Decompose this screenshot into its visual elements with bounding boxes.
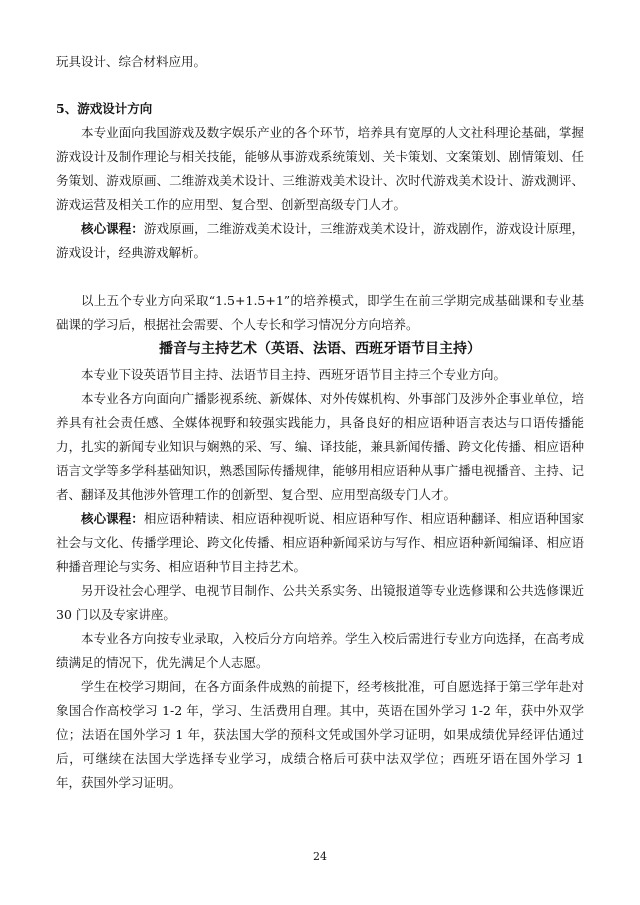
broadcast-directions: 本专业下设英语节目主持、法语节目主持、西班牙语节目主持三个专业方向。 <box>81 367 507 382</box>
core-courses-label: 核心课程： <box>81 221 144 236</box>
continuation-text: 玩具设计、综合材料应用。 <box>56 54 207 69</box>
broadcast-admission: 本专业各方向按专业录取，入校后分方向培养。学生入校后需进行专业方向选择，在高考成绩满足的情况下，优先满足个人志愿。 <box>56 631 584 670</box>
core-courses-text: 游戏原画，二维游戏美术设计，三维游戏美术设计，游戏剧作，游戏设计原理，游戏设计，经典游戏解析。 <box>56 221 584 260</box>
broadcast-study-abroad: 学生在校学习期间，在各方面条件成熟的前提下，经考核批准，可自愿选择于第三学年赴对象国合作高校学习 1-2 年，学习、生活费用自理。其中，英语在国外学习 1-2 年，获中外双学位；法语在国外学习 1 年，获法国大学的预科文凭或国外学习证明，如果成绩优异经评估通过后，可继续在法国大学选择专业学习，成绩合格后可获中法双学位；西班牙语在国外学习 1 年，获国外学习证明。 <box>56 679 584 790</box>
broadcast-core-courses <box>56 507 584 579</box>
core-courses-text: 相应语种精读、相应语种视听说、相应语种写作、相应语种翻译、相应语种国家社会与文化、传播学理论、跨文化传播、相应语种新闻采访与写作、相应语种新闻编译、相应语种播音理论与实务、相应语种节目主持艺术。 <box>56 511 584 574</box>
broadcast-section-title: 播音与主持艺术（英语、法语、西班牙语节目主持） <box>159 341 481 357</box>
page-number: 24 <box>313 850 327 863</box>
game-design-intro: 本专业面向我国游戏及数字娱乐产业的各个环节，培养具有宽厚的人文社科理论基础，掌握游戏设计及制作理论与相关技能，能够从事游戏系统策划、关卡策划、文案策划、剧情策划、任务策划、游戏原画、二维游戏美术设计、三维游戏美术设计、次时代游戏美术设计、游戏测评、游戏运营及相关工作的应用型、复合型、创新型高级专门人才。 <box>56 125 584 212</box>
broadcast-intro: 本专业各方向面向广播影视系统、新媒体、对外传媒机构、外事部门及涉外企事业单位，培养具有社会责任感、全媒体视野和较强实践能力，具备良好的相应语种语言表达与口语传播能力，扎实的新闻专业知识与娴熟的采、写、编、译技能，兼具新闻传播、跨文化传播、相应语种语言文学等多学科基础知识，熟悉国际传播规律，能够用相应语种从事广播电视播音、主持、记者、翻译及其他涉外管理工作的创新型、复合型、应用型高级专门人才。 <box>56 391 584 502</box>
training-mode-summary: 以上五个专业方向采取“1.5+1.5+1”的培养模式，即学生在前三学期完成基础课和专业基础课的学习后，根据社会需要、个人专长和学习情况分方向培养。 <box>56 293 584 332</box>
game-design-heading: 5、游戏设计方向 <box>56 101 153 116</box>
game-design-core-courses <box>56 217 584 265</box>
core-courses-label: 核心课程： <box>81 511 144 526</box>
broadcast-electives: 另开设社会心理学、电视节目制作、公共关系实务、出镜报道等专业选修课和公共选修课近 30 门以及专家讲座。 <box>56 583 584 622</box>
